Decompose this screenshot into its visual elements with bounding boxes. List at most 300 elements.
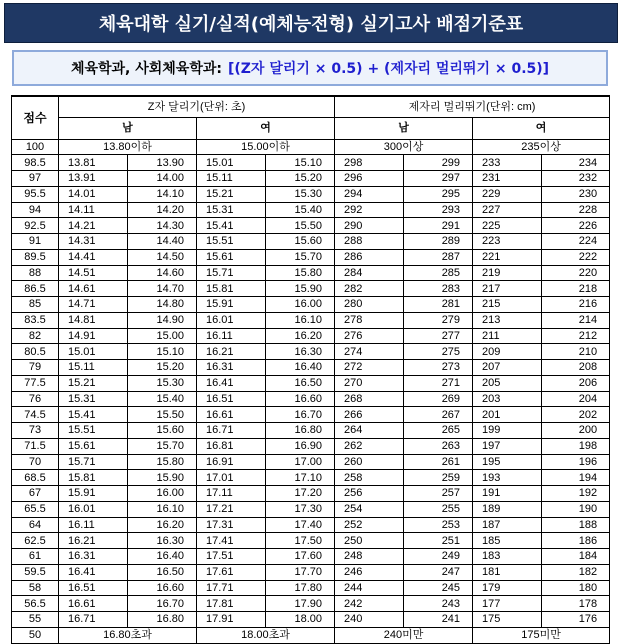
e1-male-max: 13.90 xyxy=(128,155,197,171)
table-row xyxy=(12,596,610,612)
e1-female-max: 16.50 xyxy=(266,375,335,391)
e1-male-range: 13.80이하 xyxy=(59,139,197,155)
e1-male-min: 14.01 xyxy=(59,186,128,202)
row-score: 61 xyxy=(12,549,59,565)
table-row-top xyxy=(12,139,610,155)
e2-male-min: 264 xyxy=(335,423,404,439)
e2-female-max: 178 xyxy=(542,596,610,612)
formula-expression: [(Z자 달리기 × 0.5) + (제자리 멀리뛰기 × 0.5)] xyxy=(227,61,550,77)
table-row xyxy=(12,391,610,407)
e2-male-max: 259 xyxy=(404,470,473,486)
e1-male-max: 14.40 xyxy=(128,234,197,250)
e2-female-min: 193 xyxy=(473,470,542,486)
e1-female-max: 16.70 xyxy=(266,407,335,423)
e2-male-min: 288 xyxy=(335,234,404,250)
table-row xyxy=(12,564,610,580)
e2-female-min: 229 xyxy=(473,186,542,202)
e1-male-min: 16.71 xyxy=(59,612,128,628)
e1-female-max: 17.00 xyxy=(266,454,335,470)
event1-header: Z자 달리기(단위: 초) xyxy=(59,96,335,117)
e1-male-max: 15.40 xyxy=(128,391,197,407)
e1-female-min: 16.31 xyxy=(197,360,266,376)
e2-female-min: 175 xyxy=(473,612,542,628)
row-score: 95.5 xyxy=(12,186,59,202)
e2-male-min: 282 xyxy=(335,281,404,297)
e1-male-min: 16.51 xyxy=(59,580,128,596)
e2-female-min: 221 xyxy=(473,249,542,265)
e1-female-max: 15.20 xyxy=(266,171,335,187)
e1-male-max: 15.10 xyxy=(128,344,197,360)
e1-male-max: 16.40 xyxy=(128,549,197,565)
table-row xyxy=(12,297,610,313)
e2-male-max: 261 xyxy=(404,454,473,470)
e2-female-max: 228 xyxy=(542,202,610,218)
e2-female-max: 184 xyxy=(542,549,610,565)
row-score: 88 xyxy=(12,265,59,281)
row-score: 97 xyxy=(12,171,59,187)
e1-female-max: 18.00 xyxy=(266,612,335,628)
row-score: 86.5 xyxy=(12,281,59,297)
e1-male-min: 15.51 xyxy=(59,423,128,439)
e2-male-max: 265 xyxy=(404,423,473,439)
e2-male-max: 241 xyxy=(404,612,473,628)
e1-male-max: 16.80 xyxy=(128,612,197,628)
table-row xyxy=(12,501,610,517)
e2-female-max: 224 xyxy=(542,234,610,250)
e2-male-max: 285 xyxy=(404,265,473,281)
e1-female-min: 17.61 xyxy=(197,564,266,580)
e1-female-max: 17.90 xyxy=(266,596,335,612)
e2-female-max: 232 xyxy=(542,171,610,187)
row-score: 64 xyxy=(12,517,59,533)
e1-female-min: 15.61 xyxy=(197,249,266,265)
e2-male-min: 242 xyxy=(335,596,404,612)
e2-male-max: 251 xyxy=(404,533,473,549)
event1-male-header: 남 xyxy=(59,117,197,139)
row-score: 74.5 xyxy=(12,407,59,423)
e1-female-range: 18.00초과 xyxy=(197,627,335,643)
e2-female-range: 235이상 xyxy=(473,139,610,155)
e1-female-min: 16.91 xyxy=(197,454,266,470)
event2-female-header: 여 xyxy=(473,117,610,139)
e2-male-min: 250 xyxy=(335,533,404,549)
e2-female-max: 220 xyxy=(542,265,610,281)
row-score: 65.5 xyxy=(12,501,59,517)
e2-male-max: 283 xyxy=(404,281,473,297)
e2-male-range: 300이상 xyxy=(335,139,473,155)
e2-female-max: 226 xyxy=(542,218,610,234)
e1-male-min: 13.81 xyxy=(59,155,128,171)
e1-female-min: 17.01 xyxy=(197,470,266,486)
e1-male-min: 15.91 xyxy=(59,486,128,502)
e2-female-min: 179 xyxy=(473,580,542,596)
e2-male-max: 247 xyxy=(404,564,473,580)
e1-female-max: 15.50 xyxy=(266,218,335,234)
score-table xyxy=(11,95,610,644)
e1-male-max: 14.10 xyxy=(128,186,197,202)
row-score: 94 xyxy=(12,202,59,218)
table-row xyxy=(12,612,610,628)
e2-female-max: 206 xyxy=(542,375,610,391)
e1-female-min: 17.11 xyxy=(197,486,266,502)
e2-male-range: 240미만 xyxy=(335,627,473,643)
row-score: 91 xyxy=(12,234,59,250)
e2-female-max: 202 xyxy=(542,407,610,423)
e1-male-min: 14.11 xyxy=(59,202,128,218)
e1-male-min: 16.31 xyxy=(59,549,128,565)
e2-male-min: 270 xyxy=(335,375,404,391)
e1-female-max: 17.40 xyxy=(266,517,335,533)
score-header: 점수 xyxy=(12,96,59,139)
e2-male-max: 281 xyxy=(404,297,473,313)
e1-female-min: 15.01 xyxy=(197,155,266,171)
e1-female-min: 15.81 xyxy=(197,281,266,297)
row-score: 85 xyxy=(12,297,59,313)
e2-female-max: 212 xyxy=(542,328,610,344)
e2-male-max: 291 xyxy=(404,218,473,234)
e2-male-max: 295 xyxy=(404,186,473,202)
e2-male-min: 252 xyxy=(335,517,404,533)
e1-female-min: 15.11 xyxy=(197,171,266,187)
e2-male-min: 256 xyxy=(335,486,404,502)
e1-male-min: 16.21 xyxy=(59,533,128,549)
e2-male-max: 287 xyxy=(404,249,473,265)
e2-female-min: 209 xyxy=(473,344,542,360)
table-row xyxy=(12,249,610,265)
e2-male-max: 273 xyxy=(404,360,473,376)
e1-female-max: 17.50 xyxy=(266,533,335,549)
e2-male-min: 296 xyxy=(335,171,404,187)
e1-female-range: 15.00이하 xyxy=(197,139,335,155)
e2-female-min: 215 xyxy=(473,297,542,313)
e1-male-min: 14.71 xyxy=(59,297,128,313)
e2-male-min: 292 xyxy=(335,202,404,218)
e1-male-min: 15.61 xyxy=(59,438,128,454)
e1-male-min: 15.01 xyxy=(59,344,128,360)
e1-male-max: 16.60 xyxy=(128,580,197,596)
e1-female-min: 16.81 xyxy=(197,438,266,454)
e1-female-max: 17.70 xyxy=(266,564,335,580)
e1-male-max: 15.20 xyxy=(128,360,197,376)
table-row xyxy=(12,533,610,549)
e1-female-min: 17.81 xyxy=(197,596,266,612)
e2-female-min: 197 xyxy=(473,438,542,454)
e2-male-min: 254 xyxy=(335,501,404,517)
e2-female-min: 225 xyxy=(473,218,542,234)
e1-female-min: 15.31 xyxy=(197,202,266,218)
e1-male-min: 16.41 xyxy=(59,564,128,580)
e2-male-min: 260 xyxy=(335,454,404,470)
e1-male-min: 14.21 xyxy=(59,218,128,234)
e2-female-max: 210 xyxy=(542,344,610,360)
table-row xyxy=(12,375,610,391)
e1-female-min: 16.51 xyxy=(197,391,266,407)
e1-male-range: 16.80초과 xyxy=(59,627,197,643)
e1-male-min: 16.11 xyxy=(59,517,128,533)
table-row xyxy=(12,186,610,202)
e2-male-min: 248 xyxy=(335,549,404,565)
e2-female-max: 182 xyxy=(542,564,610,580)
e1-male-min: 15.31 xyxy=(59,391,128,407)
formula-dept: 체육학과, 사회체육학과: xyxy=(70,61,222,77)
e1-female-max: 15.90 xyxy=(266,281,335,297)
row-score: 58 xyxy=(12,580,59,596)
e1-male-max: 15.50 xyxy=(128,407,197,423)
e1-male-max: 15.70 xyxy=(128,438,197,454)
row-score: 79 xyxy=(12,360,59,376)
row-score: 62.5 xyxy=(12,533,59,549)
e2-female-min: 231 xyxy=(473,171,542,187)
row-score: 50 xyxy=(12,627,59,643)
e2-male-min: 266 xyxy=(335,407,404,423)
e2-male-min: 246 xyxy=(335,564,404,580)
e1-male-max: 15.60 xyxy=(128,423,197,439)
e2-male-min: 298 xyxy=(335,155,404,171)
e1-male-max: 14.70 xyxy=(128,281,197,297)
row-score: 100 xyxy=(12,139,59,155)
e1-female-min: 17.41 xyxy=(197,533,266,549)
e1-female-max: 16.60 xyxy=(266,391,335,407)
e2-male-min: 240 xyxy=(335,612,404,628)
e2-male-min: 272 xyxy=(335,360,404,376)
e1-female-max: 15.70 xyxy=(266,249,335,265)
e1-male-min: 16.61 xyxy=(59,596,128,612)
e2-male-min: 262 xyxy=(335,438,404,454)
e2-male-min: 284 xyxy=(335,265,404,281)
e2-female-max: 234 xyxy=(542,155,610,171)
e2-female-min: 217 xyxy=(473,281,542,297)
e1-male-max: 16.50 xyxy=(128,564,197,580)
e2-male-max: 255 xyxy=(404,501,473,517)
table-row xyxy=(12,234,610,250)
e2-female-max: 222 xyxy=(542,249,610,265)
e2-male-max: 263 xyxy=(404,438,473,454)
e1-male-max: 15.90 xyxy=(128,470,197,486)
e2-female-min: 213 xyxy=(473,312,542,328)
e1-female-max: 16.90 xyxy=(266,438,335,454)
e2-male-min: 294 xyxy=(335,186,404,202)
e2-male-min: 276 xyxy=(335,328,404,344)
e1-female-max: 15.30 xyxy=(266,186,335,202)
table-row xyxy=(12,202,610,218)
row-score: 92.5 xyxy=(12,218,59,234)
e1-female-min: 17.71 xyxy=(197,580,266,596)
e2-female-max: 188 xyxy=(542,517,610,533)
e1-female-max: 17.10 xyxy=(266,470,335,486)
row-score: 71.5 xyxy=(12,438,59,454)
e1-female-max: 16.80 xyxy=(266,423,335,439)
row-score: 67 xyxy=(12,486,59,502)
e2-female-max: 194 xyxy=(542,470,610,486)
e2-female-max: 180 xyxy=(542,580,610,596)
event2-male-header: 남 xyxy=(335,117,473,139)
e2-female-min: 183 xyxy=(473,549,542,565)
e1-female-max: 16.30 xyxy=(266,344,335,360)
e2-female-max: 190 xyxy=(542,501,610,517)
e1-male-max: 16.20 xyxy=(128,517,197,533)
e2-male-max: 257 xyxy=(404,486,473,502)
table-row xyxy=(12,155,610,171)
e1-female-max: 17.80 xyxy=(266,580,335,596)
row-score: 76 xyxy=(12,391,59,407)
e1-male-min: 15.81 xyxy=(59,470,128,486)
e2-female-min: 177 xyxy=(473,596,542,612)
e1-female-min: 15.41 xyxy=(197,218,266,234)
e1-female-min: 16.41 xyxy=(197,375,266,391)
event2-header: 제자리 멀리뛰기(단위: cm) xyxy=(335,96,610,117)
e1-female-min: 16.61 xyxy=(197,407,266,423)
e1-female-max: 17.20 xyxy=(266,486,335,502)
e2-female-max: 196 xyxy=(542,454,610,470)
table-row xyxy=(12,171,610,187)
e2-male-max: 249 xyxy=(404,549,473,565)
table-row-bottom xyxy=(12,627,610,643)
e1-male-min: 13.91 xyxy=(59,171,128,187)
e1-female-max: 16.00 xyxy=(266,297,335,313)
e2-male-max: 299 xyxy=(404,155,473,171)
row-score: 56.5 xyxy=(12,596,59,612)
row-score: 59.5 xyxy=(12,564,59,580)
e1-male-min: 14.31 xyxy=(59,234,128,250)
e2-male-max: 243 xyxy=(404,596,473,612)
e2-female-max: 198 xyxy=(542,438,610,454)
e1-female-max: 17.30 xyxy=(266,501,335,517)
e1-female-max: 17.60 xyxy=(266,549,335,565)
e1-male-min: 14.61 xyxy=(59,281,128,297)
e2-male-min: 286 xyxy=(335,249,404,265)
e2-male-min: 280 xyxy=(335,297,404,313)
e2-male-max: 297 xyxy=(404,171,473,187)
e2-male-max: 293 xyxy=(404,202,473,218)
e2-male-min: 274 xyxy=(335,344,404,360)
e2-female-min: 187 xyxy=(473,517,542,533)
e1-female-max: 16.40 xyxy=(266,360,335,376)
e1-female-max: 16.10 xyxy=(266,312,335,328)
e1-male-max: 14.00 xyxy=(128,171,197,187)
e2-female-min: 207 xyxy=(473,360,542,376)
table-row xyxy=(12,470,610,486)
e1-male-max: 14.60 xyxy=(128,265,197,281)
e2-female-max: 204 xyxy=(542,391,610,407)
table-row xyxy=(12,438,610,454)
row-score: 70 xyxy=(12,454,59,470)
e2-female-min: 203 xyxy=(473,391,542,407)
e2-female-min: 223 xyxy=(473,234,542,250)
e2-male-min: 258 xyxy=(335,470,404,486)
row-score: 73 xyxy=(12,423,59,439)
row-score: 68.5 xyxy=(12,470,59,486)
e2-male-max: 277 xyxy=(404,328,473,344)
e1-female-min: 16.01 xyxy=(197,312,266,328)
e1-male-max: 15.30 xyxy=(128,375,197,391)
e1-female-min: 17.51 xyxy=(197,549,266,565)
table-row xyxy=(12,218,610,234)
table-row xyxy=(12,549,610,565)
e2-female-max: 200 xyxy=(542,423,610,439)
e1-female-min: 15.51 xyxy=(197,234,266,250)
e1-male-min: 14.81 xyxy=(59,312,128,328)
table-row xyxy=(12,328,610,344)
e1-male-max: 16.30 xyxy=(128,533,197,549)
e2-female-min: 233 xyxy=(473,155,542,171)
table-row xyxy=(12,486,610,502)
e2-female-min: 219 xyxy=(473,265,542,281)
e1-male-max: 14.20 xyxy=(128,202,197,218)
e1-male-max: 14.90 xyxy=(128,312,197,328)
table-row xyxy=(12,281,610,297)
e2-male-max: 267 xyxy=(404,407,473,423)
event1-female-header: 여 xyxy=(197,117,335,139)
e1-male-max: 14.50 xyxy=(128,249,197,265)
e2-female-min: 181 xyxy=(473,564,542,580)
e1-female-max: 15.60 xyxy=(266,234,335,250)
e1-male-min: 15.71 xyxy=(59,454,128,470)
e2-female-min: 195 xyxy=(473,454,542,470)
e2-female-min: 199 xyxy=(473,423,542,439)
e1-female-min: 15.21 xyxy=(197,186,266,202)
e2-female-max: 208 xyxy=(542,360,610,376)
e1-male-max: 16.70 xyxy=(128,596,197,612)
page-title: 체육대학 실기/실적(예체능전형) 실기고사 배점기준표 xyxy=(4,3,618,43)
row-score: 77.5 xyxy=(12,375,59,391)
e2-male-max: 253 xyxy=(404,517,473,533)
e2-female-max: 192 xyxy=(542,486,610,502)
table-row xyxy=(12,423,610,439)
e2-male-max: 271 xyxy=(404,375,473,391)
score-table-body xyxy=(12,139,610,627)
e1-female-max: 15.80 xyxy=(266,265,335,281)
e2-male-max: 245 xyxy=(404,580,473,596)
e2-male-max: 279 xyxy=(404,312,473,328)
e1-male-min: 14.41 xyxy=(59,249,128,265)
e2-female-max: 218 xyxy=(542,281,610,297)
e2-female-max: 230 xyxy=(542,186,610,202)
e2-male-max: 289 xyxy=(404,234,473,250)
table-row xyxy=(12,517,610,533)
e1-female-min: 16.11 xyxy=(197,328,266,344)
e1-female-min: 15.91 xyxy=(197,297,266,313)
e1-male-min: 16.01 xyxy=(59,501,128,517)
e1-male-max: 14.30 xyxy=(128,218,197,234)
table-row xyxy=(12,454,610,470)
row-score: 55 xyxy=(12,612,59,628)
table-row xyxy=(12,407,610,423)
e1-female-min: 15.71 xyxy=(197,265,266,281)
table-row xyxy=(12,312,610,328)
e1-female-max: 15.10 xyxy=(266,155,335,171)
e1-female-max: 16.20 xyxy=(266,328,335,344)
e2-female-min: 211 xyxy=(473,328,542,344)
e2-male-min: 290 xyxy=(335,218,404,234)
table-row xyxy=(12,360,610,376)
formula-box xyxy=(12,50,608,86)
e2-female-min: 227 xyxy=(473,202,542,218)
e1-male-max: 16.00 xyxy=(128,486,197,502)
e2-female-max: 186 xyxy=(542,533,610,549)
e1-female-min: 16.71 xyxy=(197,423,266,439)
e1-male-min: 15.11 xyxy=(59,360,128,376)
e2-female-max: 214 xyxy=(542,312,610,328)
e2-female-min: 201 xyxy=(473,407,542,423)
e2-male-min: 278 xyxy=(335,312,404,328)
e2-female-min: 189 xyxy=(473,501,542,517)
e2-female-range: 175미만 xyxy=(473,627,610,643)
e1-female-max: 15.40 xyxy=(266,202,335,218)
e1-male-min: 15.41 xyxy=(59,407,128,423)
e2-female-max: 216 xyxy=(542,297,610,313)
row-score: 80.5 xyxy=(12,344,59,360)
e2-male-min: 268 xyxy=(335,391,404,407)
